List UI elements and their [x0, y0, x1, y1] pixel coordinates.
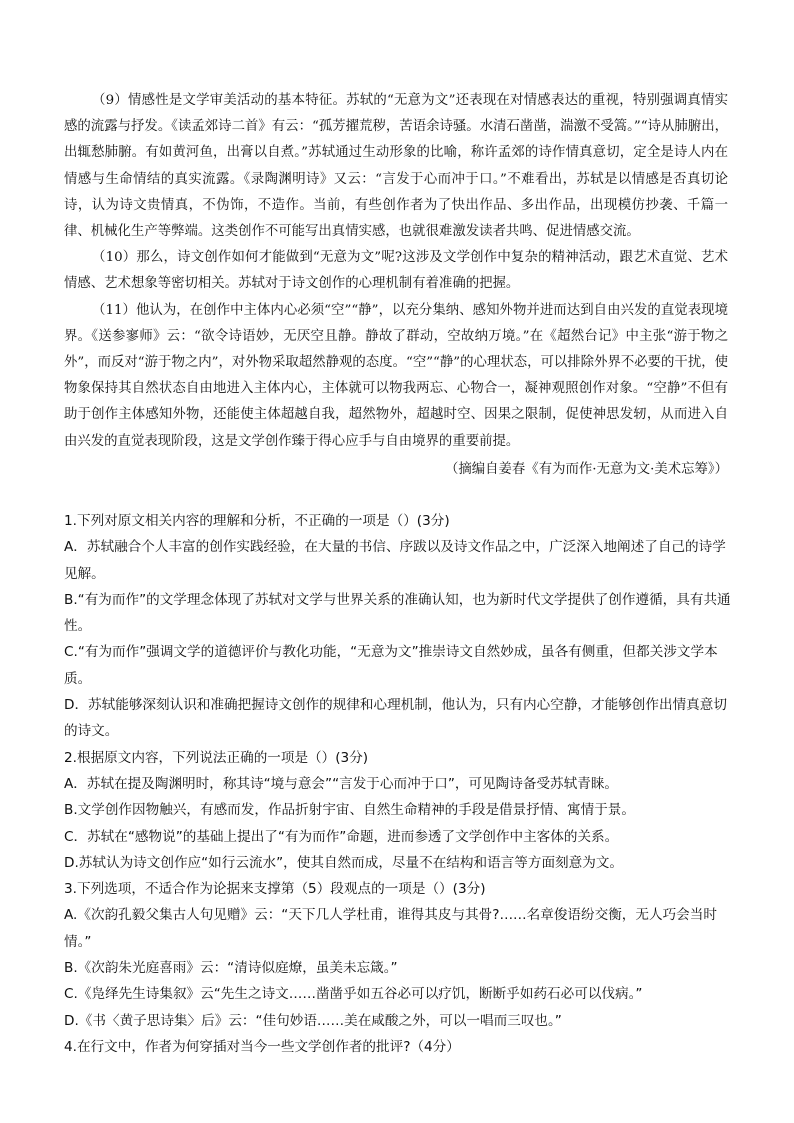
passage-paragraph-10: （10）那么，诗文创作如何才能做到“无意为文”呢?这涉及文学创作中复杂的精神活动，跟艺术直觉、艺术情感、艺术想象等密切相关。苏轼对于诗文创作的心理机制有着准确的把握。 — [64, 250, 728, 292]
option-b: B.《次韵朱光庭喜雨》云：“清诗似庭燎，虽美未忘箴。” — [64, 960, 398, 977]
option-b: B.“有为而作”的文学理念体现了苏轼对文学与世界关系的准确认知，也为新时代文学提供了创作遵循，具有共通性。 — [64, 591, 731, 635]
reading-passage — [64, 88, 728, 483]
question-3 — [64, 876, 732, 1034]
option-a: A．苏轼融合个人丰富的创作实践经验，在大量的书信、序跋以及诗文作品之中，广泛深入地阐述了自己的诗学见解。 — [64, 539, 726, 582]
passage-paragraph-9: （9）情感性是文学审美活动的基本特征。苏轼的“无意为文”还表现在对情感表达的重视，特别强调真情实感的流露与抒发。《读孟郊诗二首》有云：“孤芳擢荒秽，苦语余诗骚。水清石凿凿，湍激不受篙。”“诗从肺腑出，出辄愁肺腑。有如黄河鱼，出膏以自煮。”苏轼通过生动形象的比喻，称许孟郊的诗作情真意切，定全是诗人内在情感与生命情结的真实流露。《录陶渊明诗》又云：“言发于心而冲于口。”不难看出，苏轼是以情感是否真切论诗，认为诗文贵情真，不伪饰，不造作。当前，有些创作者为了快出作品、多出作品，出现模仿抄袭、千篇一律、机械化生产等弊端。这类创作不可能写出真情实感，也就很难激发读者共鸣、促进情感交流。 — [64, 93, 728, 240]
option-c: C.“有为而作”强调文学的道德评价与教化功能，“无意为文”推崇诗文自然妙成，虽各有侧重，但都关涉文学本质。 — [64, 644, 718, 687]
option-d: D．苏轼能够深刻认识和准确把握诗文创作的规律和心理机制，他认为，只有内心空静，才能够创作出情真意切的诗文。 — [64, 697, 727, 740]
question-list — [64, 508, 732, 1060]
option-c: C.《凫绎先生诗集叙》云“先生之诗文……凿凿乎如五谷必可以疗饥，断断乎如药石必可以伐病。” — [64, 986, 643, 1003]
option-d: D.苏轼认为诗文创作应“如行云流水”，使其自然而成，尽量不在结构和语言等方面刻意为文。 — [64, 854, 624, 871]
question-4 — [64, 1034, 732, 1060]
option-b: B.文学创作因物触兴，有感而发，作品折射宇宙、自然生命精神的手段是借景抒情、寓情于景。 — [64, 802, 635, 819]
question-stem: 3.下列选项，不适合作为论据来支撑第（5）段观点的一项是（）(3分) — [64, 881, 486, 898]
question-2 — [64, 745, 732, 876]
option-c: C．苏轼在“感物说”的基础上提出了“有为而作”命题，进而参透了文学创作中主客体的关系。 — [64, 828, 619, 845]
option-a: A．苏轼在提及陶渊明时，称其诗“境与意会”“言发于心而冲于口”，可见陶诗备受苏轼青睐。 — [64, 775, 619, 792]
passage-paragraph-11: （11）他认为，在创作中主体内心必须“空”“静”，以充分集纳、感知外物并进而达到自由兴发的直觉表现境界。《送参寥师》云：“欲令诗语妙，无厌空且静。静故了群动，空故纳万境。”在《超然台记》中主张“游于物之外”，而反对“游于物之内”，对外物采取超然静观的态度。“空”“静”的心理状态，可以排除外界不必要的干扰，使物象保持其自然状态自由地进入主体内心，主体就可以物我两忘、心物合一，凝神观照创作对象。“空静”不但有助于创作主体感知外物，还能使主体超越自我，超然物外，超越时空、因果之限制，促使神思发轫，从而进入自由兴发的直觉表现阶段，这是文学创作臻于得心应手与自由境界的重要前提。 — [64, 302, 728, 449]
question-stem: 1.下列对原文相关内容的理解和分析，不正确的一项是（）(3分) — [64, 513, 450, 529]
question-stem: 4.在行文中，作者为何穿插对当今一些文学创作者的批评?（4分） — [64, 1038, 460, 1055]
question-1 — [64, 508, 732, 745]
option-d: D.《书〈黄子思诗集〉后》云：“佳句妙语……美在咸酸之外，可以一唱而三叹也。” — [64, 1012, 562, 1029]
option-a: A.《次韵孔毅父集古人句见赠》云：“天下几人学杜甫，谁得其皮与其骨?……名章俊语纷交衡，无人巧会当时情。” — [64, 907, 717, 950]
question-stem: 2.根据原文内容，下列说法正确的一项是（）(3分) — [64, 749, 369, 766]
passage-source: （摘编自姜春《有为而作·无意为文·美术忘筹》） — [444, 461, 728, 477]
